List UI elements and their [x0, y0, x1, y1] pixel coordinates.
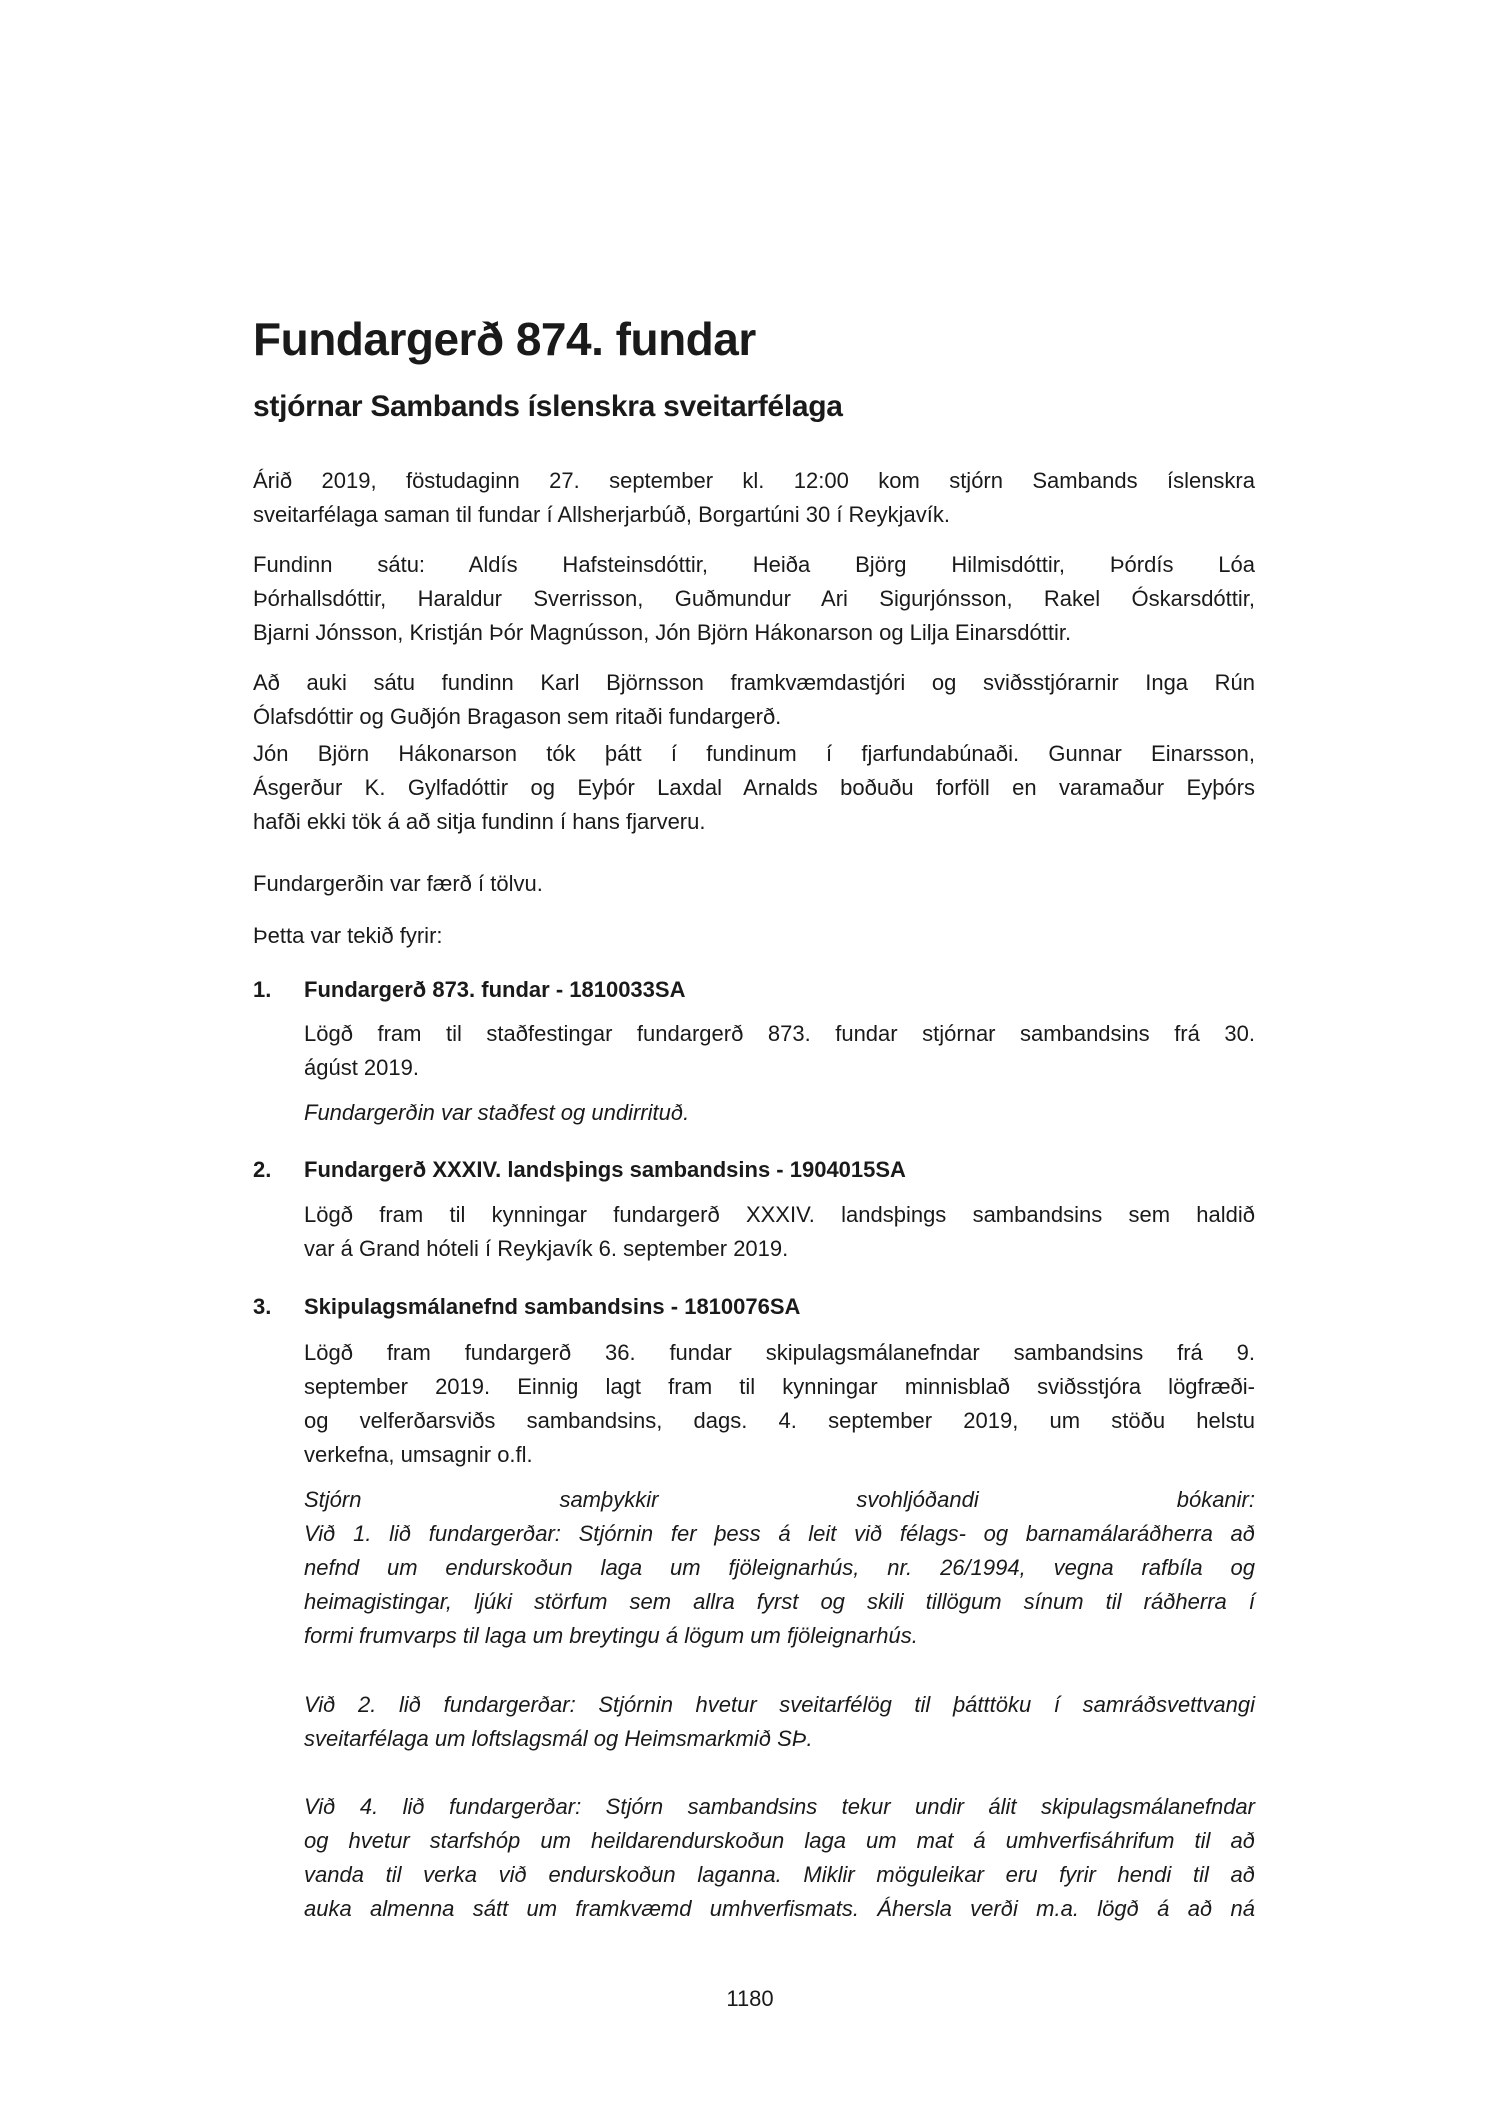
italic-paragraph — [304, 1096, 1255, 1130]
text-line: Þórhallsdóttir, Haraldur Sverrisson, Guðmundur Ari Sigurjónsson, Rakel Óskarsdóttir, — [253, 586, 1255, 611]
italic-paragraph — [304, 1790, 1255, 1926]
paragraph — [304, 1017, 1255, 1085]
paragraph — [253, 666, 1255, 734]
text-line: Lögð fram til staðfestingar fundargerð 873. fundar stjórnar sambandsins frá 30. — [304, 1021, 1255, 1046]
text-line: vanda til verka við endurskoðun laganna. Miklir möguleikar eru fyrir hendi til að — [304, 1862, 1255, 1887]
text-line: Fundargerðin var færð í tölvu. — [253, 871, 543, 896]
paragraph — [253, 737, 1255, 839]
item-number: 3. — [253, 1294, 272, 1319]
paragraph — [304, 1198, 1255, 1266]
paragraph — [253, 919, 1255, 953]
text-line: ágúst 2019. — [304, 1055, 419, 1080]
text-line: Stjórn samþykkir svohljóðandi bókanir: — [304, 1487, 1255, 1512]
page-subtitle: stjórnar Sambands íslenskra sveitarfélaga — [253, 390, 843, 423]
text-line: september 2019. Einnig lagt fram til kynningar minnisblað sviðsstjóra lögfræði- — [304, 1374, 1255, 1399]
text-line: Ásgerður K. Gylfadóttir og Eyþór Laxdal Arnalds boðuðu forföll en varamaður Eyþórs — [253, 775, 1255, 800]
page-number: 1180 — [726, 1986, 774, 2011]
text-line: Lögð fram fundargerð 36. fundar skipulagsmálanefndar sambandsins frá 9. — [304, 1340, 1255, 1365]
text-line: Jón Björn Hákonarson tók þátt í fundinum í fjarfundabúnaði. Gunnar Einarsson, — [253, 741, 1255, 766]
text-line: Árið 2019, föstudaginn 27. september kl. 12:00 kom stjórn Sambands íslenskra — [253, 468, 1255, 493]
text-line: Að auki sátu fundinn Karl Björnsson framkvæmdastjóri og sviðsstjórarnir Inga Rún — [253, 670, 1255, 695]
paragraph — [253, 548, 1255, 650]
text-line: Lögð fram til kynningar fundargerð XXXIV. landsþings sambandsins sem haldið — [304, 1202, 1255, 1227]
text-line: Fundinn sátu: Aldís Hafsteinsdóttir, Heiða Björg Hilmisdóttir, Þórdís Lóa — [253, 552, 1255, 577]
text-line: nefnd um endurskoðun laga um fjöleignarhús, nr. 26/1994, vegna rafbíla og — [304, 1555, 1255, 1580]
text-line: Við 2. lið fundargerðar: Stjórnin hvetur sveitarfélög til þátttöku í samráðsvettvangi — [304, 1692, 1255, 1717]
paragraph — [304, 1336, 1255, 1472]
text-line: var á Grand hóteli í Reykjavík 6. september 2019. — [304, 1236, 789, 1261]
text-line: sveitarfélaga um loftslagsmál og Heimsmarkmið SÞ. — [304, 1726, 813, 1751]
text-line: Ólafsdóttir og Guðjón Bragason sem ritaði fundargerð. — [253, 704, 782, 729]
text-line: verkefna, umsagnir o.fl. — [304, 1442, 533, 1467]
text-line: formi frumvarps til laga um breytingu á lögum um fjöleignarhús. — [304, 1623, 918, 1648]
item-heading: Skipulagsmálanefnd sambandsins - 1810076SA — [304, 1294, 801, 1319]
item-number: 1. — [253, 977, 272, 1002]
text-line: heimagistingar, ljúki störfum sem allra fyrst og skili tillögum sínum til ráðherra í — [304, 1589, 1255, 1614]
text-line: auka almenna sátt um framkvæmd umhverfismats. Áhersla verði m.a. lögð á að ná — [304, 1896, 1255, 1921]
text-line: Þetta var tekið fyrir: — [253, 923, 443, 948]
text-line: Fundargerðin var staðfest og undirrituð. — [304, 1100, 690, 1125]
text-line: Við 1. lið fundargerðar: Stjórnin fer þess á leit við félags- og barnamálaráðherra að — [304, 1521, 1255, 1546]
item-heading: Fundargerð XXXIV. landsþings sambandsins - 1904015SA — [304, 1157, 906, 1182]
text-line: og hvetur starfshóp um heildarendurskoðun laga um mat á umhverfisáhrifum til að — [304, 1828, 1255, 1853]
italic-paragraph — [304, 1688, 1255, 1756]
text-line: Við 4. lið fundargerðar: Stjórn sambandsins tekur undir álit skipulagsmálanefndar — [304, 1794, 1255, 1819]
item-heading: Fundargerð 873. fundar - 1810033SA — [304, 977, 686, 1002]
text-line: sveitarfélaga saman til fundar í Allsherjarbúð, Borgartúni 30 í Reykjavík. — [253, 502, 951, 527]
text-line: hafði ekki tök á að sitja fundinn í hans fjarveru. — [253, 809, 706, 834]
item-number: 2. — [253, 1157, 272, 1182]
paragraph — [253, 867, 1255, 901]
text-line: Bjarni Jónsson, Kristján Þór Magnússon, Jón Björn Hákonarson og Lilja Einarsdóttir. — [253, 620, 1072, 645]
text-line: og velferðarsviðs sambandsins, dags. 4. september 2019, um stöðu helstu — [304, 1408, 1255, 1433]
page-title: Fundargerð 874. fundar — [253, 313, 756, 365]
paragraph — [253, 464, 1255, 532]
italic-paragraph — [304, 1483, 1255, 1653]
